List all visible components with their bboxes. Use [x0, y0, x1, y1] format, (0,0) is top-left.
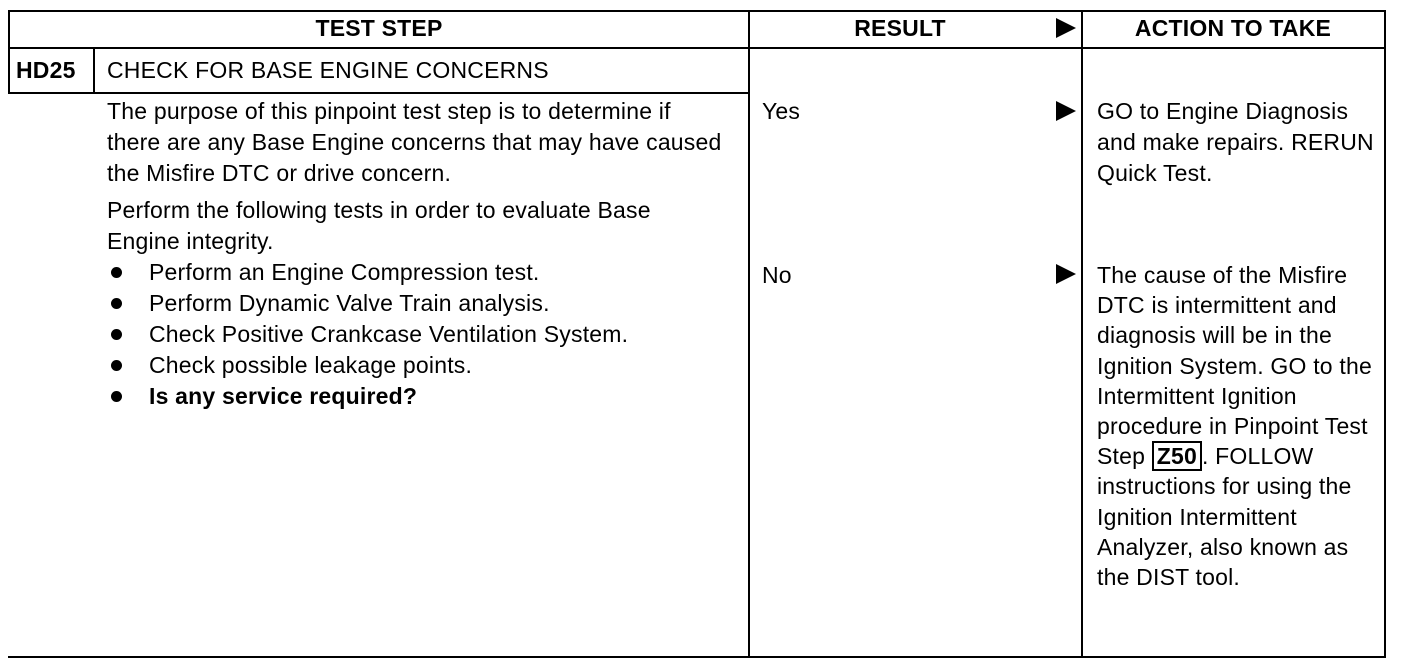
result-yes-arrow-icon	[1056, 101, 1076, 121]
action-column-divider	[1081, 10, 1083, 658]
step-purpose: The purpose of this pinpoint test step is to determine if there are any Base Engine concerns that may have caused the Misfire DTC or drive concern.	[107, 98, 722, 186]
list-item: Perform Dynamic Valve Train analysis.	[107, 288, 727, 319]
result-column-divider	[748, 10, 750, 658]
bullet-icon	[111, 329, 122, 340]
step-bullet-list	[107, 257, 727, 412]
list-item: Perform an Engine Compression test.	[107, 257, 727, 288]
result-no-arrow-icon	[1056, 264, 1076, 284]
result-no: No	[762, 262, 792, 288]
bullet-icon	[111, 298, 122, 309]
step-id: HD25	[16, 57, 76, 83]
action-yes: GO to Engine Diagnosis and make repairs. RERUN Quick Test.	[1097, 98, 1374, 186]
header-arrow-icon	[1056, 18, 1076, 38]
bullet-icon	[111, 360, 122, 371]
pinpoint-test-ref: Z50	[1152, 441, 1202, 471]
table-top-border	[8, 10, 1386, 12]
list-item: Check Positive Crankcase Ventilation System.	[107, 319, 727, 350]
bullet-icon	[111, 391, 122, 402]
header-test-step: TEST STEP	[315, 15, 443, 41]
step-intro: Perform the following tests in order to evaluate Base Engine integrity.	[107, 197, 651, 254]
action-no: The cause of the Misfire DTC is intermittent and diagnosis will be in the Ignition System. GO to the Intermittent Ignition procedure in Pinpoint Test Step Z50 . FOLLOW instructions for using the Ignition Intermittent Analyzer, also known as the DIST tool.	[1097, 262, 1372, 591]
table-right-border	[1384, 10, 1386, 658]
header-action: ACTION TO TAKE	[1134, 15, 1332, 41]
result-yes: Yes	[762, 98, 801, 124]
table-bottom-border	[8, 656, 1386, 658]
bullet-icon	[111, 267, 122, 278]
step-title: CHECK FOR BASE ENGINE CONCERNS	[107, 57, 549, 83]
header-result: RESULT	[854, 15, 946, 41]
step-title-bottom-border	[8, 92, 750, 94]
step-id-divider	[93, 47, 95, 92]
header-bottom-border	[8, 47, 1386, 49]
list-item: Is any service required?	[107, 381, 727, 412]
step-body	[107, 96, 727, 412]
list-item: Check possible leakage points.	[107, 350, 727, 381]
